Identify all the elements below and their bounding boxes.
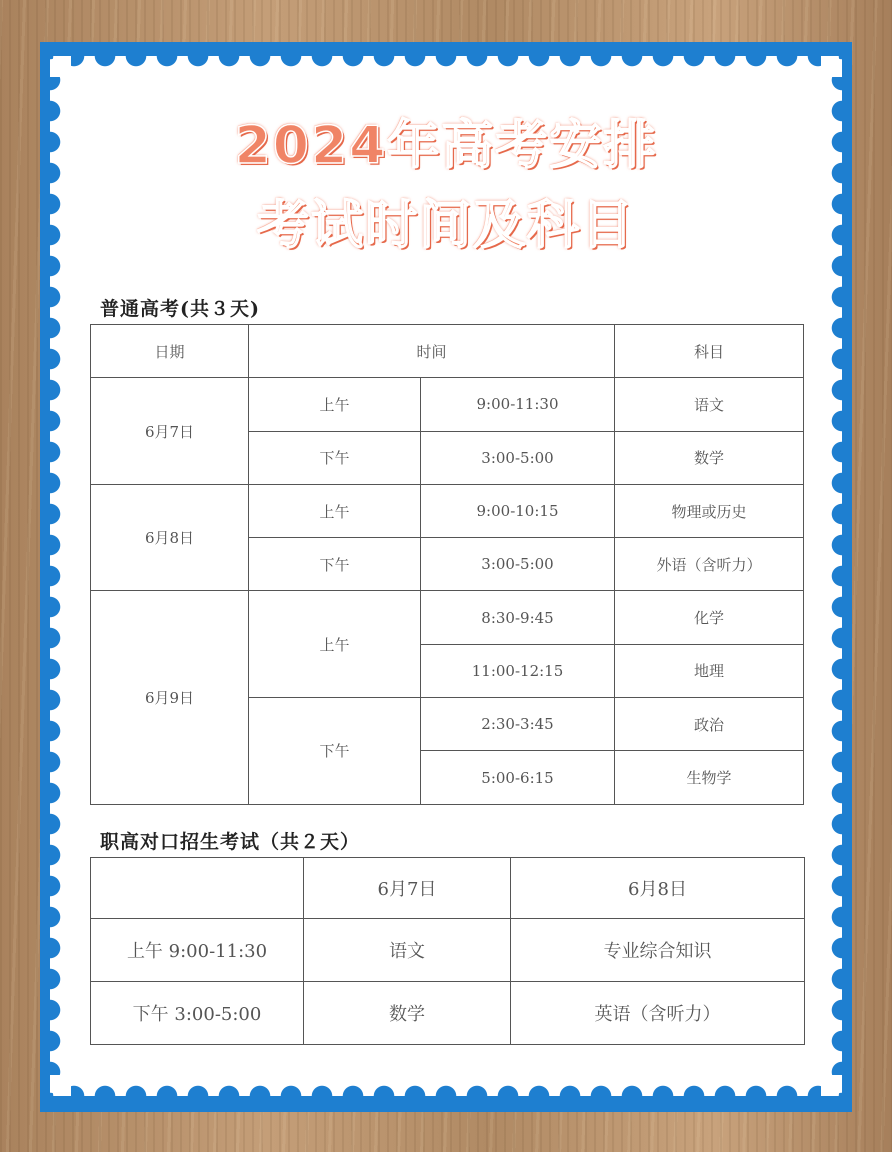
header-day1: 6月7日 <box>304 858 511 919</box>
vocational-exam-table <box>90 857 805 1045</box>
table-header-row <box>91 858 805 919</box>
time-cell: 5:00-6:15 <box>421 751 615 804</box>
gaokao-schedule-table <box>90 324 804 805</box>
slot-cell: 上午 9:00-11:30 <box>91 919 304 982</box>
table-row <box>91 919 805 982</box>
subject-cell: 专业综合知识 <box>511 919 805 982</box>
period-cell: 下午 <box>249 698 421 805</box>
time-cell: 11:00-12:15 <box>421 644 615 697</box>
table-row <box>91 982 805 1045</box>
title-line-1: 2024年高考安排 <box>234 116 658 176</box>
header-blank <box>91 858 304 919</box>
date-cell: 6月7日 <box>91 378 249 485</box>
period-cell: 下午 <box>249 431 421 484</box>
period-cell: 上午 <box>249 591 421 698</box>
time-cell: 2:30-3:45 <box>421 698 615 751</box>
time-cell: 3:00-5:00 <box>421 538 615 591</box>
subject-cell: 外语（含听力） <box>615 538 804 591</box>
subject-cell: 地理 <box>615 644 804 697</box>
subject-cell: 化学 <box>615 591 804 644</box>
subject-cell: 生物学 <box>615 751 804 804</box>
time-cell: 9:00-10:15 <box>421 484 615 537</box>
title-line-2: 考试时间及科目 <box>256 196 635 256</box>
section2-label: 职高对口招生考试（共２天） <box>100 831 361 853</box>
period-cell: 下午 <box>249 538 421 591</box>
time-cell: 9:00-11:30 <box>421 378 615 431</box>
table-row <box>91 378 804 431</box>
section1-label: 普通高考(共３天) <box>100 298 260 320</box>
subject-cell: 语文 <box>304 919 511 982</box>
date-cell: 6月9日 <box>91 591 249 804</box>
table-header-row <box>91 325 804 378</box>
subject-cell: 政治 <box>615 698 804 751</box>
period-cell: 上午 <box>249 484 421 537</box>
subject-cell: 语文 <box>615 378 804 431</box>
subject-cell: 数学 <box>304 982 511 1045</box>
table-row <box>91 484 804 537</box>
table-row <box>91 591 804 644</box>
subject-cell: 英语（含听力） <box>511 982 805 1045</box>
period-cell: 上午 <box>249 378 421 431</box>
time-cell: 3:00-5:00 <box>421 431 615 484</box>
header-time: 时间 <box>249 325 615 378</box>
header-day2: 6月8日 <box>511 858 805 919</box>
time-cell: 8:30-9:45 <box>421 591 615 644</box>
subject-cell: 物理或历史 <box>615 484 804 537</box>
subject-cell: 数学 <box>615 431 804 484</box>
header-date: 日期 <box>91 325 249 378</box>
slot-cell: 下午 3:00-5:00 <box>91 982 304 1045</box>
header-subject: 科目 <box>615 325 804 378</box>
date-cell: 6月8日 <box>91 484 249 591</box>
